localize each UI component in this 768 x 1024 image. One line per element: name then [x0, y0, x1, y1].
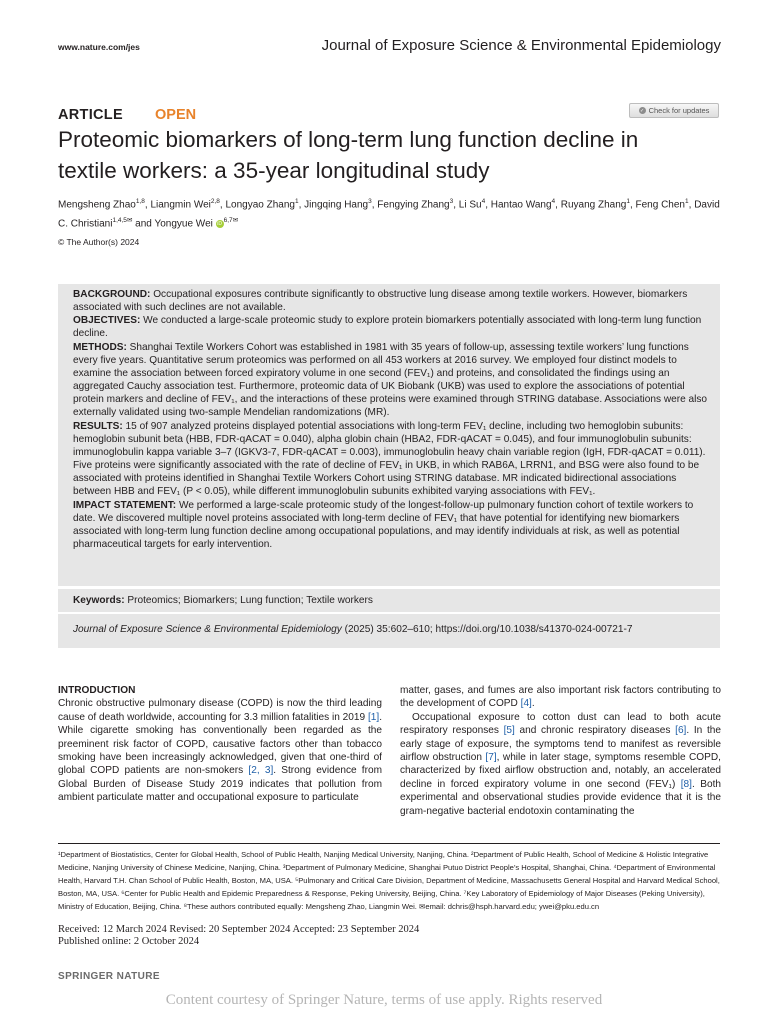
author[interactable]: David C. Christiani: [58, 199, 720, 230]
journal-url-link[interactable]: www.nature.com/jes: [58, 42, 140, 52]
check-for-updates-label: Check for updates: [648, 106, 710, 115]
copyright: © The Author(s) 2024: [58, 237, 140, 247]
author-affiliation: 1,4,5: [112, 217, 127, 225]
author[interactable]: Ruyang Zhang: [560, 199, 627, 211]
author[interactable]: Fengying Zhang: [377, 199, 450, 211]
journal-name: Journal of Exposure Science & Environmental Epidemiology: [321, 37, 721, 54]
email-icon[interactable]: ✉: [232, 217, 239, 225]
keywords-label: Keywords:: [73, 595, 125, 606]
footnote-divider: [58, 843, 720, 844]
methods-label: METHODS:: [73, 341, 127, 353]
author-affiliation: 1: [294, 198, 299, 205]
abstract-objectives: [73, 314, 713, 340]
reference-link[interactable]: [5]: [503, 725, 515, 737]
keywords-text: Proteomics; Biomarkers; Lung function; Textile workers: [127, 595, 373, 606]
update-icon: ✓: [639, 107, 645, 114]
article-dates: [58, 924, 558, 947]
author-list: Mengsheng Zhao$^{1,8}$, Liangmin Wei$^{2,8}$, Longyao Zhang$^1$, Jingqing Hang$^3$, Fengying Zhang$^3$, Li Su$^4$, Hantao Wang$^4$, Ruyang Zhang$^1$, Feng Chen$^1$, David C. Christiani$^{1,4,5✉}$ and Yongyue Wei iD $^{6,7✉}$: [58, 198, 720, 230]
results-text: 15 of 907 analyzed proteins displayed potential associations with long-term FEV₁ decline, including two hemoglobin subunits: hemoglobin subunit beta (HBB, FDR-qACAT = 0.040), alpha globin chain (HBA2, FDR-qACAT = 0.045), and four immunoglobulin subunits: immunoglobulin kappa variable 3–7 (IGKV3-7, FDR-qACAT = 0.003), immunoglobulin heavy chain variable region (IgH, FDR-qACAT = 0.011). Five proteins were significantly associated with the rate of decline of FEV₁ in UKB, in which RAB6A, LRRN1, and BSG were also found to be associated with proteins identified in Shanghai Textile Workers Cohort using STRING database. MR indicated bidirectional associations between HBB and FEV₁ (P < 0.05), while different immunoglobulin subunits exhibited varying associations with FEV₁.: [73, 420, 706, 498]
intro-paragraph: Chronic obstructive pulmonary disease (COPD) is now the third leading cause of death worldwide, accounting for 3.3 million fatalities in 2019 [1]. While cigarette smoking has conventionally been regarded as the preeminent risk factor of COPD, causative factors other than tobacco smoking have been increasingly acknowledged, given that one-third of global COPD patients are non-smokers [2, 3]. Strong evidence from Global Burden of Disease Study 2019 indicates that pollution from ambient particulate matter and occupational exposure to particulate: [58, 698, 382, 804]
check-for-updates-button[interactable]: [629, 103, 719, 118]
reference-link[interactable]: [4]: [520, 698, 532, 710]
published-online: Published online: 2 October 2024: [58, 935, 200, 947]
title-line-1: Proteomic biomarkers of long-term lung function decline in: [58, 127, 639, 152]
author[interactable]: Feng Chen: [635, 199, 685, 211]
author-affiliation: 2,8: [210, 198, 220, 205]
abstract-background: [73, 288, 713, 314]
author-affiliation: 1,8: [135, 198, 145, 205]
author-affiliation: 1: [685, 198, 689, 205]
impact-text: We performed a large-scale proteomic study of the longest-follow-up pulmonary function cohort of textile workers to date. We discovered multiple novel proteins associated with long-term decline of FEV₁ that have potential for identifying new biomarkers associated with long-term lung function decline among occupational populations, and may identify individuals at risk, as well as potential pharmaceutical targets for early intervention.: [73, 499, 694, 550]
reference-link[interactable]: [8]: [680, 778, 692, 790]
author-affiliation: 4: [551, 198, 556, 205]
author[interactable]: Liangmin Wei: [150, 199, 211, 211]
citation-journal: Journal of Exposure Science & Environmental Epidemiology: [73, 624, 342, 635]
intro-right-column: [400, 684, 721, 818]
author-affiliation: 3: [368, 198, 372, 205]
objectives-label: OBJECTIVES:: [73, 315, 141, 327]
keywords: [73, 595, 373, 606]
author[interactable]: Hantao Wang: [490, 199, 552, 211]
author[interactable]: Li Su: [458, 199, 482, 211]
objectives-text: We conducted a large-scale proteomic study to explore protein biomarkers potentially associated with long-term lung function decline.: [73, 315, 702, 340]
reference-link[interactable]: [7]: [485, 752, 497, 764]
article-title: [58, 124, 718, 186]
abstract-methods: [73, 341, 713, 420]
open-access-label: OPEN: [155, 107, 197, 123]
results-label: RESULTS:: [73, 420, 123, 432]
methods-text: Shanghai Textile Workers Cohort was established in 1981 with 35 years of follow-up, assessing textile workers’ lung functions every five years. Quantitative serum proteomics was performed on all 453 workers at 2016 survey. We employed four distinct models to examine the association between forced expiratory volume in one second (FEV₁) and proteins, and consolidated the findings using an aggregated Cauchy association test. Furthermore, proteomic data of UK Biobank (UKB) was used to explore the associations of potential protein markers and decline of FEV₁, and the interactions of these proteins were examined through STRING database. Associations were also externally validated using two-sample Mendelian randomizations (MR).: [73, 341, 708, 419]
abstract-results: [73, 420, 713, 499]
author[interactable]: Longyao Zhang: [225, 199, 295, 211]
author-affiliation: 3: [449, 198, 454, 205]
intro-paragraph: Occupational exposure to cotton dust can lead to both acute respiratory responses [5] and chronic respiratory diseases [6]. In the early stage of exposure, the symptoms tend to manifest as reversible airflow obstruction [7], while in later stage, symptoms resemble COPD, characterized by fixed airflow obstruction and, notably, an accelerated decline in forced expiratory volume in one second (FEV₁) [8]. Both experimental and observational studies provide evidence that it is the gram-negative bacterial endotoxin contaminating the: [400, 711, 721, 817]
article-type-label: ARTICLE: [58, 107, 123, 123]
reference-link[interactable]: [6]: [675, 725, 687, 737]
intro-left-column: [58, 684, 382, 805]
received-revised-accepted: Received: 12 March 2024 Revised: 20 September 2024 Accepted: 23 September 2024: [58, 924, 420, 935]
author[interactable]: Mengsheng Zhao: [58, 199, 136, 211]
author-affiliation: 1: [626, 198, 630, 205]
author-affiliation: 4: [481, 198, 486, 205]
reference-link[interactable]: [2, 3]: [248, 765, 274, 777]
citation: [73, 624, 632, 635]
orcid-icon[interactable]: iD: [217, 221, 222, 228]
background-text: Occupational exposures contribute significantly to obstructive lung disease among textile workers. However, biomarkers associated with such declines are not available.: [73, 289, 688, 314]
background-label: BACKGROUND:: [73, 289, 151, 300]
intro-heading: INTRODUCTION: [58, 685, 136, 696]
courtesy-watermark: Content courtesy of Springer Nature, terms of use apply. Rights reserved: [165, 992, 603, 1008]
author[interactable]: Yongyue Wei: [154, 218, 213, 230]
reference-link[interactable]: [1]: [367, 711, 380, 723]
citation-doi-link[interactable]: (2025) 35:602–610; https://doi.org/10.1038/s41370-024-00721-7: [344, 624, 633, 635]
abstract-impact: [73, 499, 713, 552]
publisher-logo: SPRINGER NATURE: [58, 971, 160, 982]
title-line-2: textile workers: a 35-year longitudinal study: [58, 158, 490, 183]
author-affiliation: 6,7: [223, 217, 233, 225]
impact-label: IMPACT STATEMENT:: [73, 499, 177, 511]
intro-paragraph: matter, gases, and fumes are also important risk factors contributing to the development of COPD [4].: [400, 685, 721, 710]
author[interactable]: Jingqing Hang: [304, 199, 369, 211]
affiliations: ¹Department of Biostatistics, Center for Global Health, School of Public Health, Nanjing Medical University, Nanjing, China. ²Department of Public Health, School of Medicine & Holistic Integrative Medicine, Nanjing University of Chinese Medicine, Nanjing, China. ³Department of Pulmonary Medicine, Shanghai Putuo District People’s Hospital, Shanghai, China. ⁴Department of Environmental Health, Harvard T.H. Chan School of Public Health, Boston, MA, USA. ⁵Pulmonary and Critical Care Division, Department of Medicine, Massachusetts General Hospital and Harvard Medical School, Boston, MA, USA. ⁶Center for Public Health and Epidemic Preparedness & Response, Peking University, Beijing, China. ⁷Key Laboratory of Epidemiology of Major Diseases (Peking University), Ministry of Education, Beijing, China. ⁸These authors contributed equally: Mengsheng Zhao, Liangmin Wei. ✉email: dchris@hsph.harvard.edu; ywei@pku.edu.cn: [58, 850, 720, 911]
abstract: [73, 288, 713, 551]
email-icon[interactable]: ✉: [126, 217, 133, 225]
authors-and: and: [135, 218, 152, 230]
